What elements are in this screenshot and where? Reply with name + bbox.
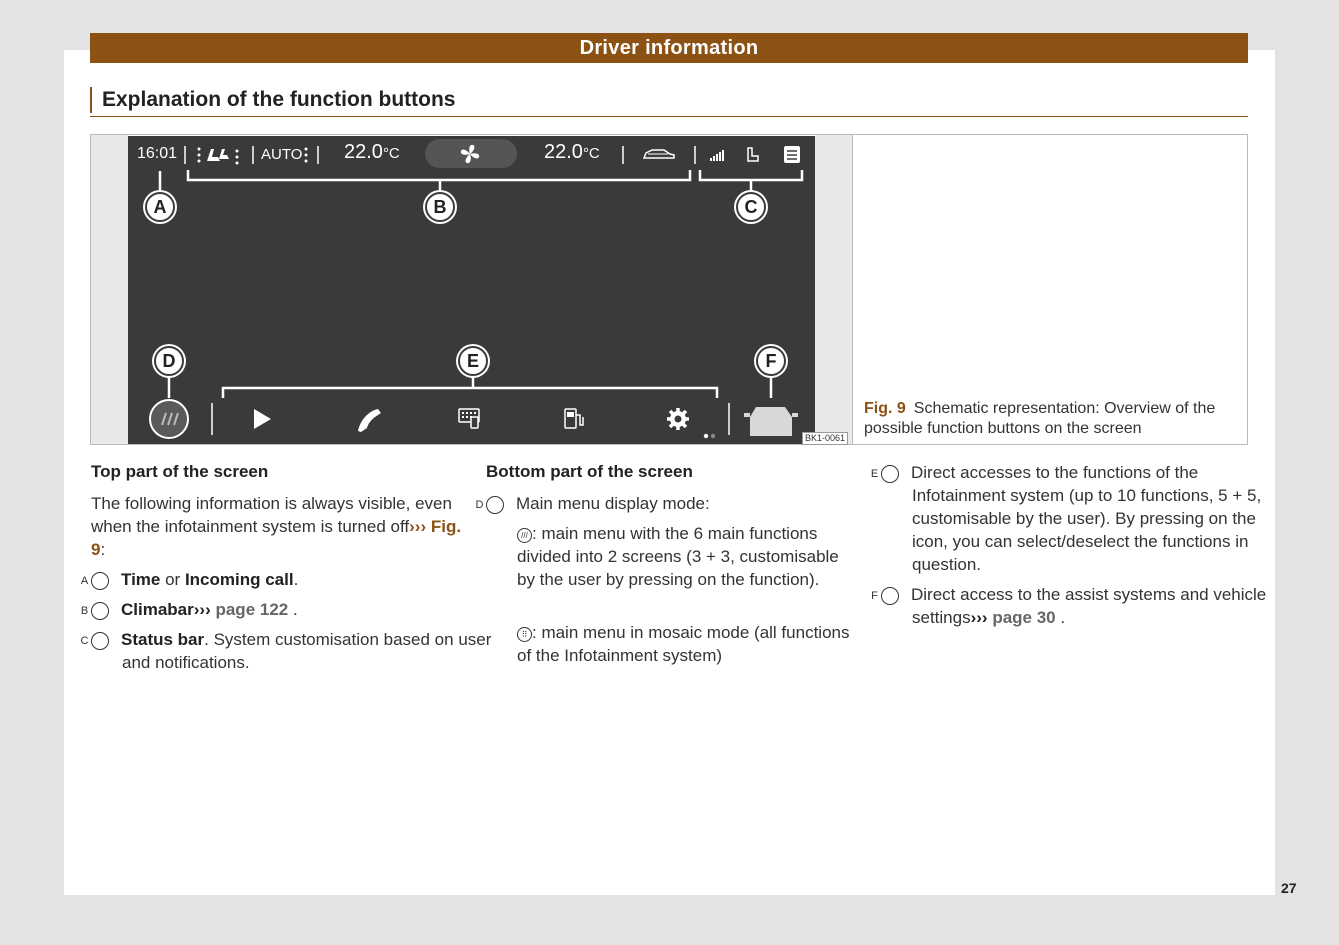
radio-icon[interactable] bbox=[459, 409, 479, 428]
temp-right: 22.0°C bbox=[544, 141, 600, 163]
screen-bezel-left bbox=[91, 135, 128, 444]
caption-label: Fig. 9 bbox=[864, 400, 906, 417]
section-title-bar bbox=[90, 87, 92, 113]
item-b: B Climabar››› page 122 . bbox=[80, 600, 298, 619]
phone-icon[interactable] bbox=[358, 409, 381, 432]
page-30-link[interactable]: page 30 bbox=[992, 608, 1056, 627]
menu-mode-1-text: /// : main menu with the 6 main functions divided into 2 screens (3 + 3, customisable by the user by pressing on the function). bbox=[517, 524, 839, 589]
fuel-icon[interactable] bbox=[565, 409, 583, 428]
bottom-part-title: Bottom part of the screen bbox=[486, 462, 693, 481]
callout-d: D bbox=[154, 346, 184, 376]
bottom-bar bbox=[128, 395, 815, 443]
screen-bezel-right bbox=[815, 135, 853, 444]
top-part-title: Top part of the screen bbox=[91, 462, 269, 481]
page-dots-icon bbox=[704, 434, 715, 438]
auto-label: AUTO bbox=[261, 146, 303, 163]
caption-text: Schematic representation: Overview of the possible function buttons on the screen bbox=[864, 400, 1216, 437]
item-a: A Time or Incoming call. bbox=[80, 570, 299, 589]
menu-mosaic-icon: ⠿ bbox=[517, 627, 532, 642]
callout-f: F bbox=[756, 346, 786, 376]
clock-time: 16:01 bbox=[137, 145, 178, 162]
play-icon[interactable] bbox=[254, 409, 271, 429]
callout-c: C bbox=[736, 192, 766, 222]
figure-code: BK1-0061 bbox=[802, 432, 848, 445]
figure-caption bbox=[864, 399, 1244, 439]
item-f: F Direct access to the assist systems and vehicle settings››› page 30 . bbox=[871, 585, 1267, 627]
callout-b: B bbox=[425, 192, 455, 222]
menu-mode-2-text: ⠿ : main menu in mosaic mode (all functions of the Infotainment system) bbox=[517, 623, 850, 665]
settings-gear-icon[interactable] bbox=[667, 408, 689, 430]
callout-a: A bbox=[145, 192, 175, 222]
chapter-header: Driver information bbox=[90, 33, 1248, 63]
item-d: D Main menu display mode: bbox=[475, 494, 710, 513]
page-122-link[interactable]: page 122 bbox=[215, 600, 289, 619]
menu-mode-icon[interactable] bbox=[150, 400, 188, 438]
callout-e: E bbox=[458, 346, 488, 376]
section-title-text: Explanation of the function buttons bbox=[102, 88, 456, 111]
item-c: C Status bar. System customisation based on user and notifications. bbox=[80, 630, 492, 672]
top-part-intro: The following information is always visible, even when the infotainment system is turned off››› Fig. 9: bbox=[91, 494, 462, 559]
section-title bbox=[90, 84, 1248, 117]
item-e: E Direct accesses to the functions of the Infotainment system (up to 10 functions, 5 + 5, customisable by the user). By pressing on the icon, you can select/deselect the functions in question. bbox=[870, 463, 1262, 574]
car-settings-icon[interactable] bbox=[744, 407, 798, 436]
menu-slashes-icon: /// bbox=[517, 528, 532, 543]
fig-9-link[interactable]: Fig. 9 bbox=[91, 517, 462, 559]
temp-left: 22.0°C bbox=[344, 141, 400, 163]
page-number: 27 bbox=[1281, 880, 1297, 896]
